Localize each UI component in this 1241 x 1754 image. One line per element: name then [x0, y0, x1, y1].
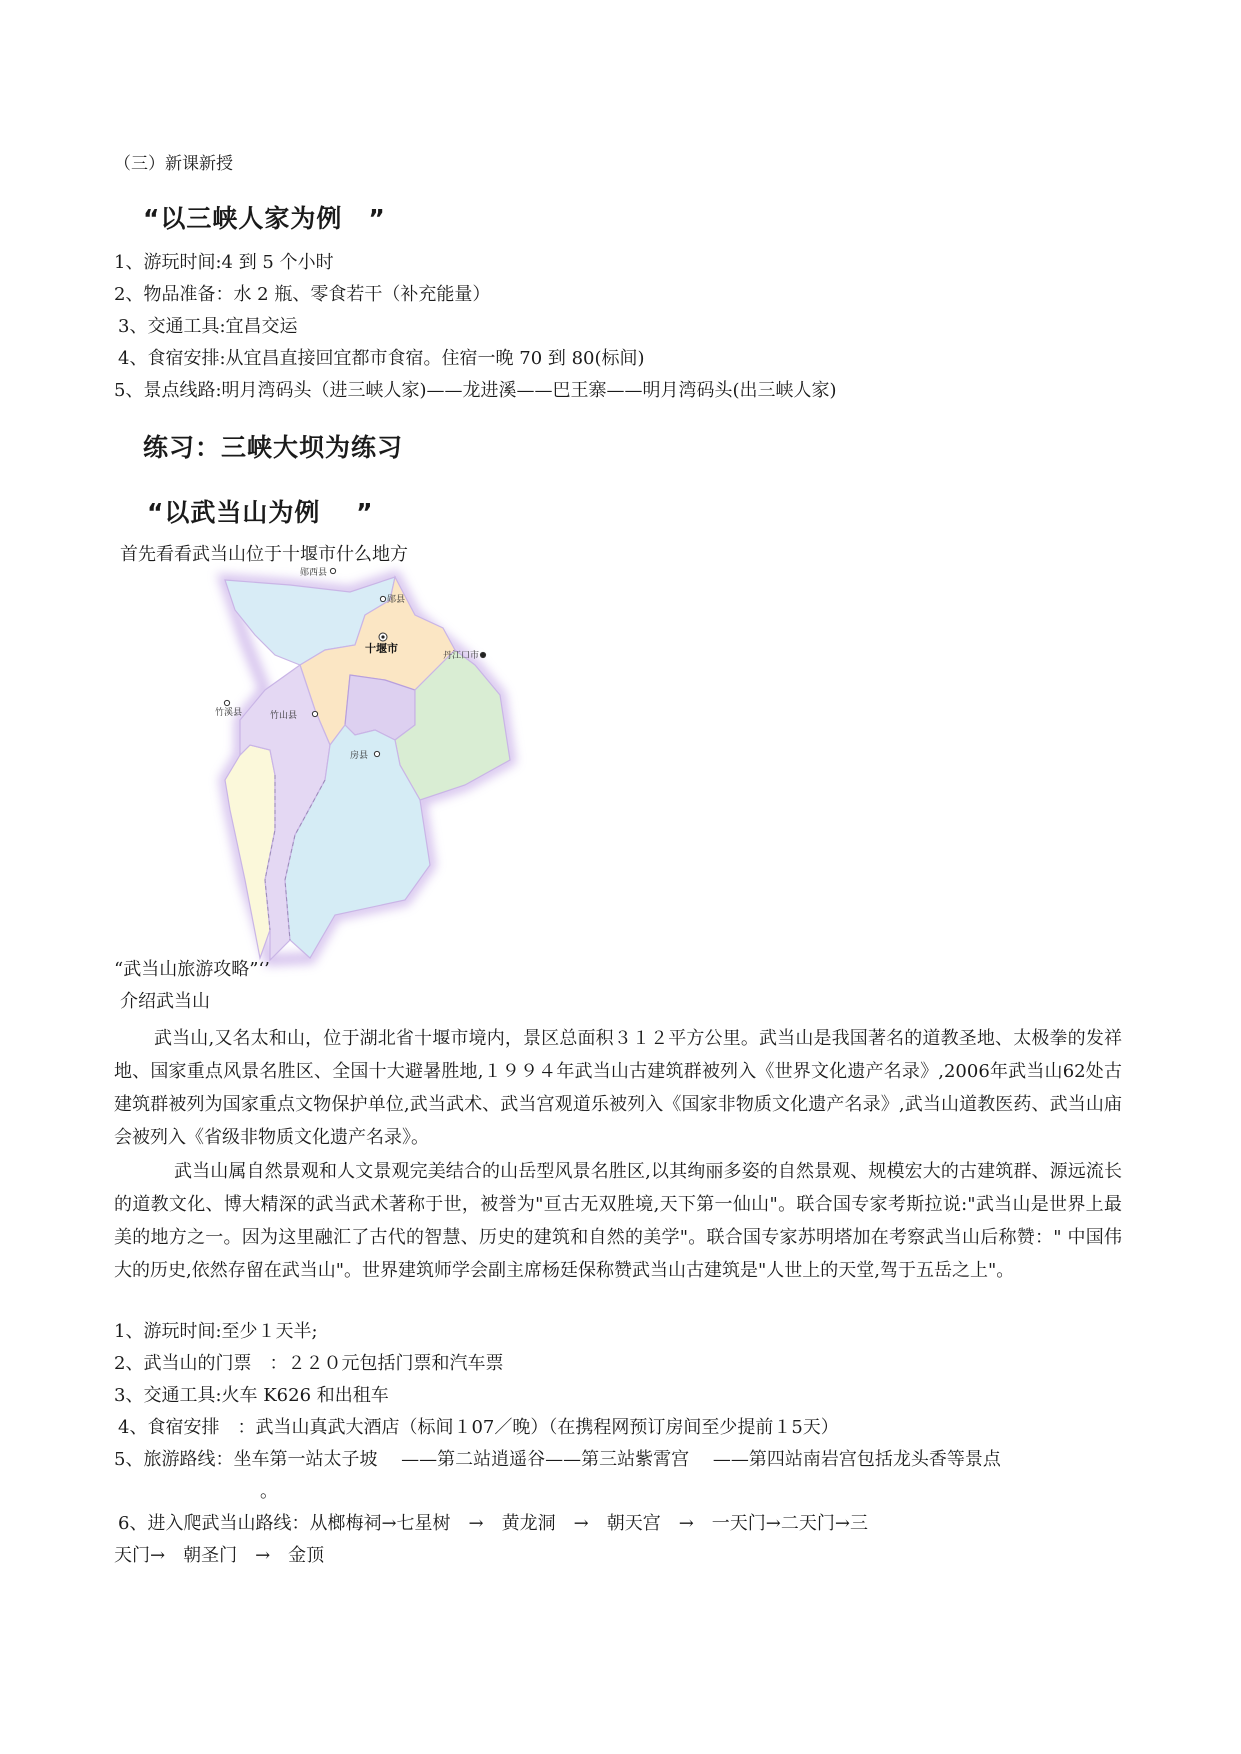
item2-1: 1、游玩时间:至少１天半; — [114, 1321, 318, 1342]
paragraph-2: 武当山属自然景观和人文景观完美结合的山岳型风景名胜区,以其绚丽多姿的自然景观、规模宏大的古建筑群、源远流长的道教文化、博大精深的武当武术著称于世，被誉为"亘古无双胜境,天下第一仙山"。联合国专家考斯拉说:"武当山是世界上最美的地方之一。因为这里融汇了古代的智慧、历史的建筑和自然的美学"。联合国专家苏明塔加在考察武当山后称赞：" 中国伟大的历史,依然存留在武当山"。世界建筑师学会副主席杨廷保称赞武当山古建筑是"人世上的天堂,驾于五岳之上"。 — [114, 1161, 1122, 1281]
item2-2: 2、武当山的门票 ：２２０元包括门票和汽车票 — [114, 1353, 504, 1374]
label-yunxian: 郧县 — [387, 595, 406, 605]
section-heading: （三）新课新授 — [114, 154, 233, 174]
guide-title: “武当山旅游攻略”‘’ — [114, 959, 270, 980]
exercise-title: 练习：三峡大坝为练习 — [143, 433, 404, 462]
example1-item-1: 1、游玩时间:4 到 5 个小时 — [114, 252, 334, 273]
item2-4: 4、食宿安排 ：武当山真武大酒店（标间１07／晚）（在携程网预订房间至少提前１5天） — [118, 1417, 839, 1438]
item2-6-cont: 天门→ 朝圣门 → 金顶 — [114, 1545, 325, 1566]
label-zhuxixian: 竹溪县 — [215, 708, 243, 718]
label-shiyan: 十堰市 — [365, 642, 398, 655]
item2-3: 3、交通工具:火车 K626 和出租车 — [114, 1385, 389, 1406]
marker-yunxian — [380, 596, 385, 601]
marker-zhuxixian — [224, 700, 229, 705]
region-zhuxixian — [225, 745, 275, 958]
label-yunxixian: 郧西县 — [300, 568, 328, 578]
marker-shiyan-center — [381, 635, 384, 638]
intro-heading: 介绍武当山 — [120, 991, 210, 1012]
shiyan-map — [215, 568, 565, 960]
example1-item-3: 3、交通工具:宜昌交运 — [118, 316, 298, 337]
paragraph-1: 武当山,又名太和山，位于湖北省十堰市境内，景区总面积３１２平方公里。武当山是我国著名的道教圣地、太极拳的发祥地、国家重点风景名胜区、全国十大避暑胜地,１９９４年武当山古建筑群被列入《世界文化遗产名录》,2006年武当山62处古建筑群被列为国家重点文物保护单位,武当武术、武当宫观道乐被列入《国家非物质文化遗产名录》,武当山道教医药、武当山庙会被列入《省级非物质文化遗产名录》。 — [114, 1028, 1122, 1148]
label-danjiangkou: 丹江口市 — [443, 651, 480, 661]
item2-5: 5、旅游路线：坐车第一站太子坡 ——第二站逍遥谷——第三站紫霄宫 ——第四站南岩宫包括龙头香等景点 — [114, 1449, 1001, 1470]
marker-yunxixian — [330, 568, 335, 573]
example1-item-4: 4、食宿安排:从宜昌直接回宜都市食宿。住宿一晚 70 到 80(标间) — [118, 348, 645, 369]
item2-5-end: 。 — [260, 1481, 278, 1502]
label-fangxian: 房县 — [350, 751, 369, 761]
example2-title: “以武当山为例 ” — [147, 498, 374, 527]
item2-6: 6、进入爬武当山路线：从榔梅祠→七星树 → 黄龙洞 → 朝天宫 → 一天门→二天门→三 — [118, 1513, 868, 1534]
marker-danjiangkou — [480, 652, 485, 657]
marker-fangxian — [374, 751, 379, 756]
example1-title: “以三峡人家为例 ” — [143, 204, 386, 233]
example1-item-5: 5、景点线路:明月湾码头（进三峡人家)——龙进溪——巴王寨——明月湾码头(出三峡人家) — [114, 380, 837, 401]
marker-zhushanxian — [312, 711, 317, 716]
map-intro-text: 首先看看武当山位于十堰市什么地方 — [120, 544, 408, 565]
example1-item-2: 2、物品准备：水 2 瓶、零食若干（补充能量） — [114, 284, 491, 305]
label-zhushanxian: 竹山县 — [270, 711, 298, 721]
